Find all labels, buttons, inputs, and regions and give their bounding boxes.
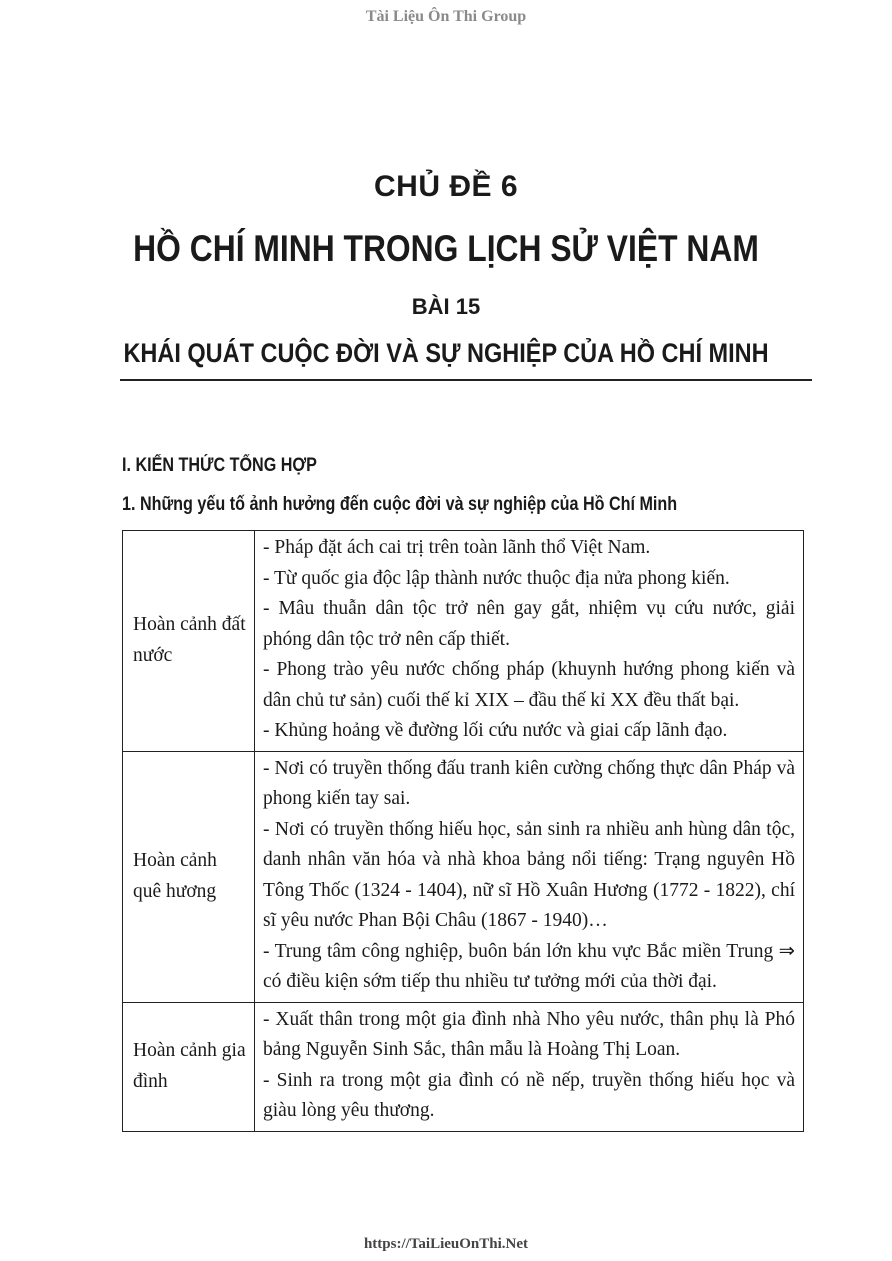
- chapter-title: HỒ CHÍ MINH TRONG LỊCH SỬ VIỆT NAM: [133, 228, 759, 269]
- row-label: Hoàn cảnh gia đình: [123, 1002, 255, 1131]
- lesson-number: BÀI 15: [411, 294, 481, 319]
- table-row: [123, 1002, 804, 1131]
- row-label: Hoàn cảnh quê hương: [123, 751, 255, 1002]
- title-divider: [120, 379, 812, 381]
- list-item: - Pháp đặt ách cai trị trên toàn lãnh thổ Việt Nam.: [263, 537, 651, 558]
- list-item: - Xuất thân trong một gia đình nhà Nho yêu nước, thân phụ là Phó bảng Nguyễn Sinh Sắc, thân mẫu là Hoàng Thị Loan.: [263, 1008, 795, 1060]
- header-watermark: Tài Liệu Ôn Thi Group: [365, 8, 527, 25]
- list-item: - Trung tâm công nghiệp, buôn bán lớn khu vực Bắc miền Trung ⇒ có điều kiện sớm tiếp thu nhiều tư tưởng mới của thời đại.: [263, 940, 795, 992]
- row-label: Hoàn cảnh đất nước: [123, 531, 255, 752]
- table-row: [123, 751, 804, 1002]
- list-item: - Nơi có truyền thống hiếu học, sản sinh ra nhiều anh hùng dân tộc, danh nhân văn hóa và nhà khoa bảng nổi tiếng: Trạng nguyên Hồ Tông Thốc (1324 - 1404), nữ sĩ Hồ Xuân Hương (1772 - 1822), chí sĩ yêu nước Phan Bội Châu (1867 - 1940)…: [263, 818, 795, 931]
- section-heading: I. KIẾN THỨC TỔNG HỢP: [122, 455, 317, 476]
- lesson-title: KHÁI QUÁT CUỘC ĐỜI VÀ SỰ NGHIỆP CỦA HỒ CHÍ MINH: [123, 338, 769, 368]
- list-item: - Khủng hoảng về đường lối cứu nước và giai cấp lãnh đạo.: [263, 720, 728, 741]
- list-item: - Từ quốc gia độc lập thành nước thuộc địa nửa phong kiến.: [263, 567, 730, 589]
- context-table: [122, 530, 804, 1132]
- row-content: [255, 531, 804, 752]
- list-item: - Phong trào yêu nước chống pháp (khuynh hướng phong kiến và dân chủ tư sản) cuối thế kỉ XIX – đầu thế kỉ XX đều thất bại.: [263, 659, 795, 711]
- footer-url[interactable]: https://TaiLieuOnThi.Net: [363, 1236, 529, 1252]
- list-item: - Sinh ra trong một gia đình có nề nếp, truyền thống hiếu học và giàu lòng yêu thương.: [263, 1069, 795, 1121]
- subsection-heading: 1. Những yếu tố ảnh hưởng đến cuộc đời và sự nghiệp của Hồ Chí Minh: [122, 494, 678, 515]
- chapter-number: CHỦ ĐỀ 6: [373, 170, 519, 203]
- row-content: [255, 751, 804, 1002]
- list-item: - Mâu thuẫn dân tộc trở nên gay gắt, nhiệm vụ cứu nước, giải phóng dân tộc trở nên cấp thiết.: [263, 598, 795, 650]
- table-row: [123, 531, 804, 752]
- row-content: [255, 1002, 804, 1131]
- list-item: - Nơi có truyền thống đấu tranh kiên cường chống thực dân Pháp và phong kiến tay sai.: [263, 757, 795, 809]
